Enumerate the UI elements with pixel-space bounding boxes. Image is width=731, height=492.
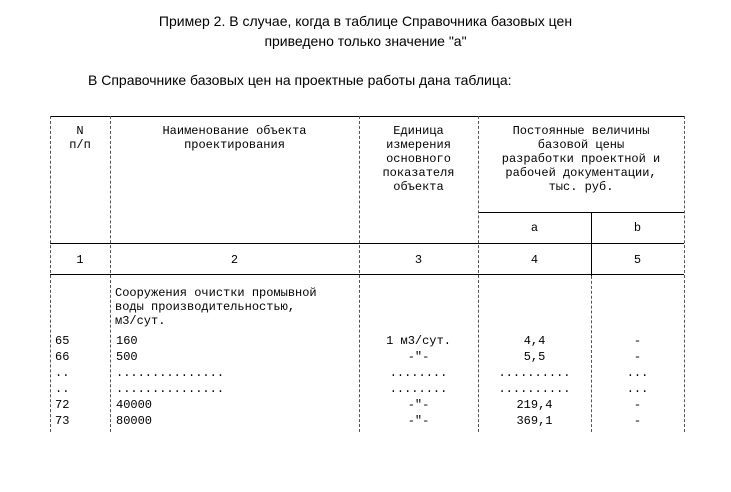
- row-value-b: -: [633, 398, 642, 412]
- row-capacity: ...............: [116, 382, 225, 396]
- example-heading-line2: приведено только значение "a": [264, 33, 467, 49]
- row-value-a: 5,5: [523, 350, 546, 364]
- header-unit: Единица измерения основного показателя объекта: [382, 124, 455, 194]
- row-number: 65: [55, 334, 70, 348]
- row-unit: 1 м3/сут.: [386, 334, 451, 348]
- table-row: [0, 382, 731, 398]
- table-top-border: [50, 116, 684, 117]
- column-numbers-top-border: [50, 243, 684, 244]
- example-heading-line1: Пример 2. В случае, когда в таблице Справочника базовых цен: [158, 13, 573, 29]
- intro-text: В Справочнике базовых цен на проектные работы дана таблица:: [88, 72, 512, 88]
- table-row: [0, 334, 731, 350]
- column-number-2: 2: [230, 253, 239, 267]
- header-value-b: b: [633, 221, 642, 235]
- row-unit: -"-: [407, 414, 430, 428]
- row-value-b: ...: [626, 382, 649, 396]
- column-number-5: 5: [633, 253, 642, 267]
- row-number: 66: [55, 350, 70, 364]
- row-capacity: 80000: [116, 414, 153, 428]
- row-number: 73: [55, 414, 70, 428]
- row-capacity: ...............: [116, 366, 225, 380]
- row-capacity: 40000: [116, 398, 153, 412]
- header-constant-values: Постоянные величины базовой цены разработки проектной и рабочей документации, тыс. руб.: [501, 124, 661, 194]
- row-value-a: 4,4: [523, 334, 546, 348]
- row-value-a: 369,1: [516, 414, 553, 428]
- column-number-1: 1: [76, 253, 84, 267]
- row-value-b: -: [633, 414, 642, 428]
- table-row: [0, 398, 731, 414]
- row-value-a: 219,4: [516, 398, 553, 412]
- row-value-b: -: [633, 350, 642, 364]
- table-row: [0, 366, 731, 382]
- header-number: N п/п: [69, 124, 91, 152]
- header-object-name: Наименование объекта проектирования: [162, 124, 307, 152]
- table-row: [0, 350, 731, 366]
- group-title: Сооружения очистки промывной воды производительностью, м3/сут.: [115, 286, 317, 328]
- row-value-a: ..........: [498, 366, 571, 380]
- row-number: 72: [55, 398, 70, 412]
- row-capacity: 500: [116, 350, 138, 364]
- row-number: ..: [55, 382, 70, 396]
- subheader-divider: [478, 212, 684, 213]
- row-value-b: ...: [626, 366, 649, 380]
- column-numbers-bottom-border: [50, 274, 684, 275]
- row-value-b: -: [633, 334, 642, 348]
- table-row: [0, 414, 731, 430]
- row-unit: -"-: [407, 398, 430, 412]
- header-value-a: a: [530, 221, 539, 235]
- row-capacity: 160: [116, 334, 138, 348]
- row-unit: ........: [389, 366, 448, 380]
- column-number-3: 3: [414, 253, 423, 267]
- row-number: ..: [55, 366, 70, 380]
- row-unit: ........: [389, 382, 448, 396]
- column-number-4: 4: [530, 253, 539, 267]
- row-unit: -"-: [407, 350, 430, 364]
- row-value-a: ..........: [498, 382, 571, 396]
